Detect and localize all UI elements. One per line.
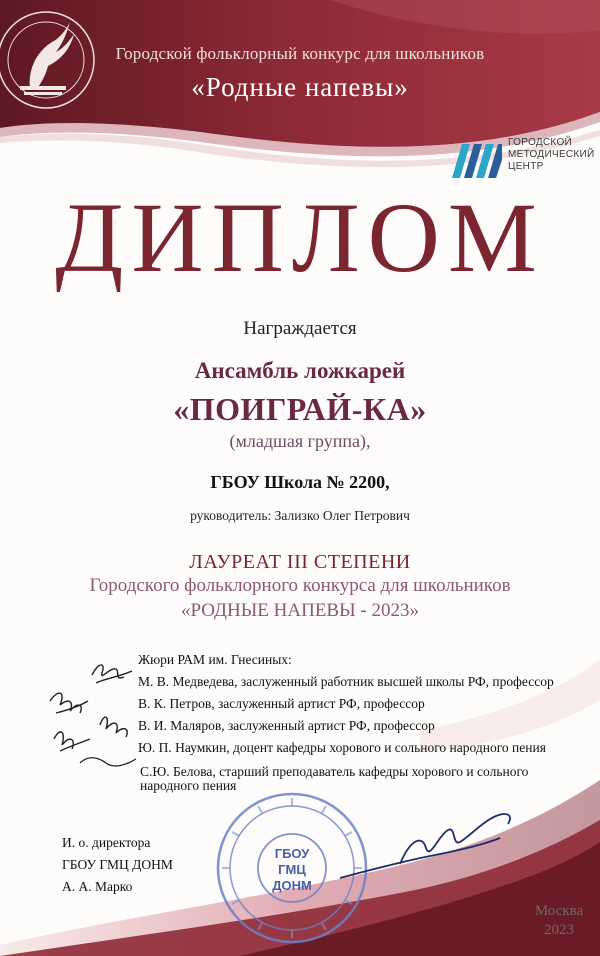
- signature-petrov: [50, 693, 88, 713]
- ensemble-type: Ансамбль ложкарей: [194, 358, 406, 383]
- stamp-center-line-2: ГМЦ: [278, 862, 306, 877]
- stamp-center-line-3: ДОНМ: [272, 878, 312, 893]
- school-name: ГБОУ Школа № 2200,: [210, 472, 390, 492]
- director-title: И. о. директора: [62, 835, 151, 850]
- jury-member-2: В. К. Петров, заслуженный артист РФ, профессор: [138, 696, 425, 711]
- city-name: Москва: [534, 903, 584, 919]
- leader-line: руководитель: Зализко Олег Петрович: [190, 508, 410, 523]
- year: 2023: [544, 922, 574, 938]
- gmc-line-1: ГОРОДСКОЙ: [508, 137, 573, 148]
- signature-belova: [80, 758, 136, 766]
- signature-malyarov: [100, 717, 127, 737]
- jury-member-3: В. И. Маляров, заслуженный артист РФ, профессор: [138, 718, 435, 733]
- city-year: [519, 902, 599, 940]
- contest-title-header: «Родные напевы»: [191, 72, 409, 102]
- jury-member-5-cont: народного пения: [140, 778, 237, 793]
- gmc-logo-text: [508, 137, 595, 173]
- laureate-contest-line-1: Городского фольклорного конкурса для школьников: [89, 575, 511, 596]
- gmc-line-3: ЦЕНТР: [508, 161, 544, 172]
- jury-member-1: М. В. Медведева, заслуженный работник высшей школы РФ, профессор: [138, 674, 554, 689]
- signature-medvedeva: [92, 665, 132, 683]
- stamp-center-line-1: ГБОУ: [274, 846, 310, 861]
- director-signature: [330, 800, 530, 890]
- contest-name-header: Городской фольклорный конкурс для школьников: [115, 44, 485, 63]
- diploma-title: ДИПЛОМ: [55, 182, 545, 293]
- gmc-logo-icon: [452, 140, 502, 178]
- award-line: Награждается: [243, 318, 357, 339]
- signature-naumkin: [54, 732, 90, 751]
- laureate-contest-line-2: «РОДНЫЕ НАПЕВЫ - 2023»: [180, 600, 420, 621]
- jury-member-4: Ю. П. Наумкин, доцент кафедры хорового и сольного народного пения: [138, 740, 546, 755]
- director-block: [62, 832, 173, 898]
- jury-member-5: С.Ю. Белова, старший преподаватель кафедры хорового и сольного: [140, 764, 529, 779]
- laureate-title: ЛАУРЕАТ III СТЕПЕНИ: [189, 551, 411, 573]
- ensemble-name: «ПОИГРАЙ-КА»: [173, 391, 427, 427]
- ensemble-group: (младшая группа),: [229, 431, 371, 451]
- gmc-line-2: МЕТОДИЧЕСКИЙ: [508, 149, 595, 160]
- jury-signatures: [40, 655, 150, 780]
- director-name: А. А. Марко: [62, 879, 133, 894]
- jury-header: Жюри РАМ им. Гнесиных:: [138, 652, 292, 667]
- director-org: ГБОУ ГМЦ ДОНМ: [62, 857, 173, 872]
